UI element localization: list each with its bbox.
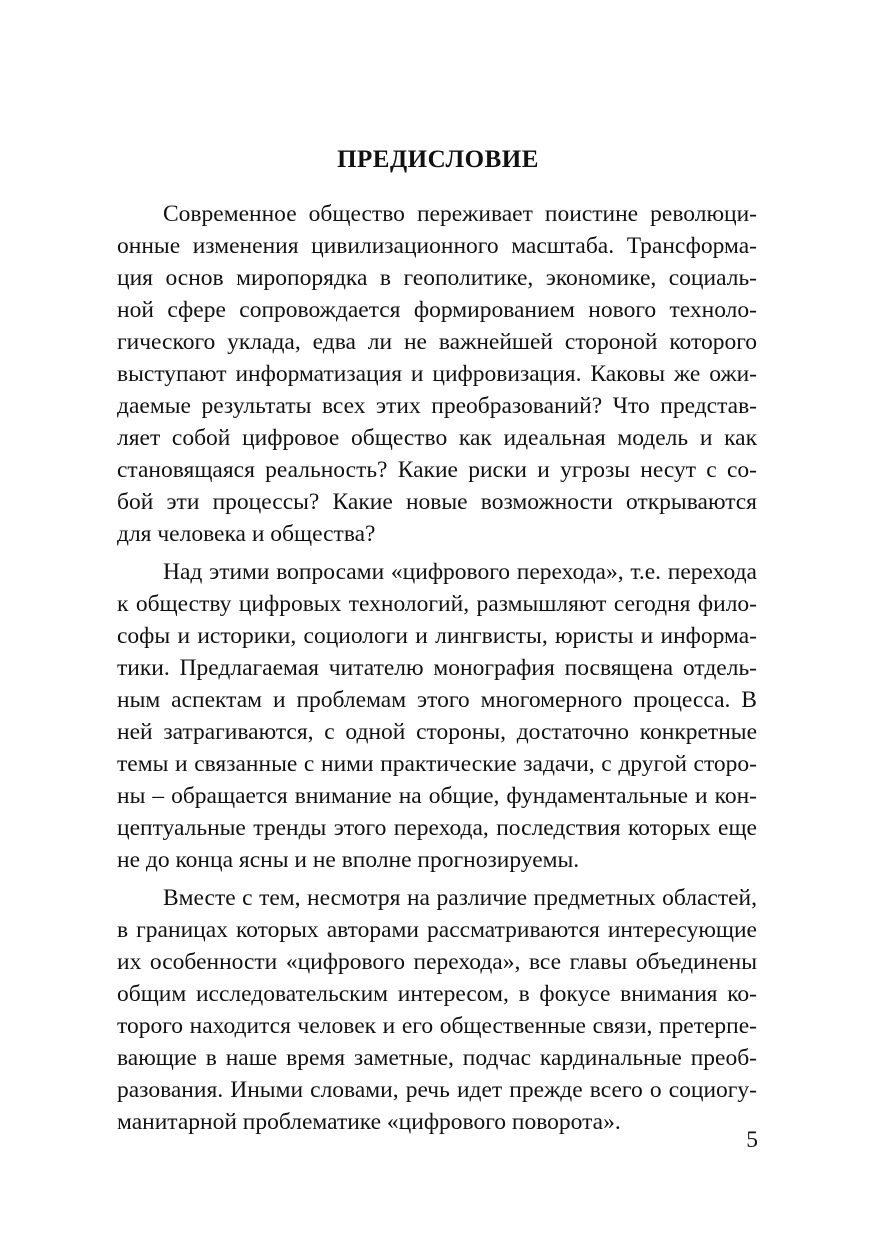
- text-line: темы и связанные с ними практические задачи, с другой сторо-: [117, 751, 757, 777]
- body-text: [117, 198, 757, 1138]
- text-line: становящаяся реальность? Какие риски и угрозы несут с со-: [117, 457, 757, 483]
- text-line: тики. Предлагаемая читателю монография посвящена отдель-: [117, 655, 757, 681]
- text-line: вающие в наше время заметные, подчас кардинальные преоб-: [117, 1045, 757, 1071]
- text-line: Над этими вопросами «цифрового перехода», т.е. перехода: [163, 559, 757, 585]
- text-line: для человека и общества?: [117, 521, 376, 547]
- page-title: ПРЕДИСЛОВИЕ: [337, 146, 539, 173]
- text-line: общим исследовательским интересом, в фокусе внимания ко-: [117, 981, 757, 1007]
- text-line: манитарной проблематике «цифрового поворота».: [117, 1109, 621, 1135]
- text-line: разования. Иными словами, речь идет прежде всего о социогу-: [117, 1077, 757, 1103]
- text-line: цептуальные тренды этого перехода, последствия которых еще: [117, 815, 757, 841]
- page-number: 5: [746, 1127, 758, 1153]
- paragraph-3: [117, 882, 757, 1138]
- paragraph-1: [117, 198, 757, 550]
- text-line: софы и историки, социологи и лингвисты, юристы и информа-: [117, 623, 757, 649]
- text-line: бой эти процессы? Какие новые возможности открываются: [117, 489, 757, 515]
- text-line: ны – обращается внимание на общие, фундаментальные и кон-: [117, 783, 757, 809]
- text-line: их особенности «цифрового перехода», все главы объединены: [117, 949, 757, 975]
- text-line: к обществу цифровых технологий, размышляют сегодня фило-: [117, 591, 757, 617]
- text-line: Современное общество переживает поистине революци-: [163, 201, 757, 227]
- text-line: в границах которых авторами рассматриваются интересующие: [117, 917, 757, 943]
- text-line: онные изменения цивилизационного масштаба. Трансформа-: [117, 233, 757, 259]
- text-line: не до конца ясны и не вполне прогнозируемы.: [117, 847, 580, 873]
- text-line: ным аспектам и проблемам этого многомерного процесса. В: [117, 687, 757, 713]
- text-line: торого находится человек и его общественные связи, претерпе-: [117, 1013, 757, 1039]
- paragraph-2: [117, 556, 757, 876]
- text-line: Вместе с тем, несмотря на различие предметных областей,: [163, 885, 757, 911]
- text-line: выступают информатизация и цифровизация. Каковы же ожи-: [117, 361, 757, 387]
- text-line: даемые результаты всех этих преобразований? Что представ-: [117, 393, 757, 419]
- text-line: ляет собой цифровое общество как идеальная модель и как: [117, 425, 757, 451]
- text-line: ней затрагиваются, с одной стороны, достаточно конкретные: [117, 719, 757, 745]
- text-line: ция основ миропорядка в геополитике, экономике, социаль-: [117, 265, 757, 291]
- text-line: ной сфере сопровождается формированием нового техноло-: [117, 297, 757, 323]
- text-line: гического уклада, едва ли не важнейшей стороной которого: [117, 329, 757, 355]
